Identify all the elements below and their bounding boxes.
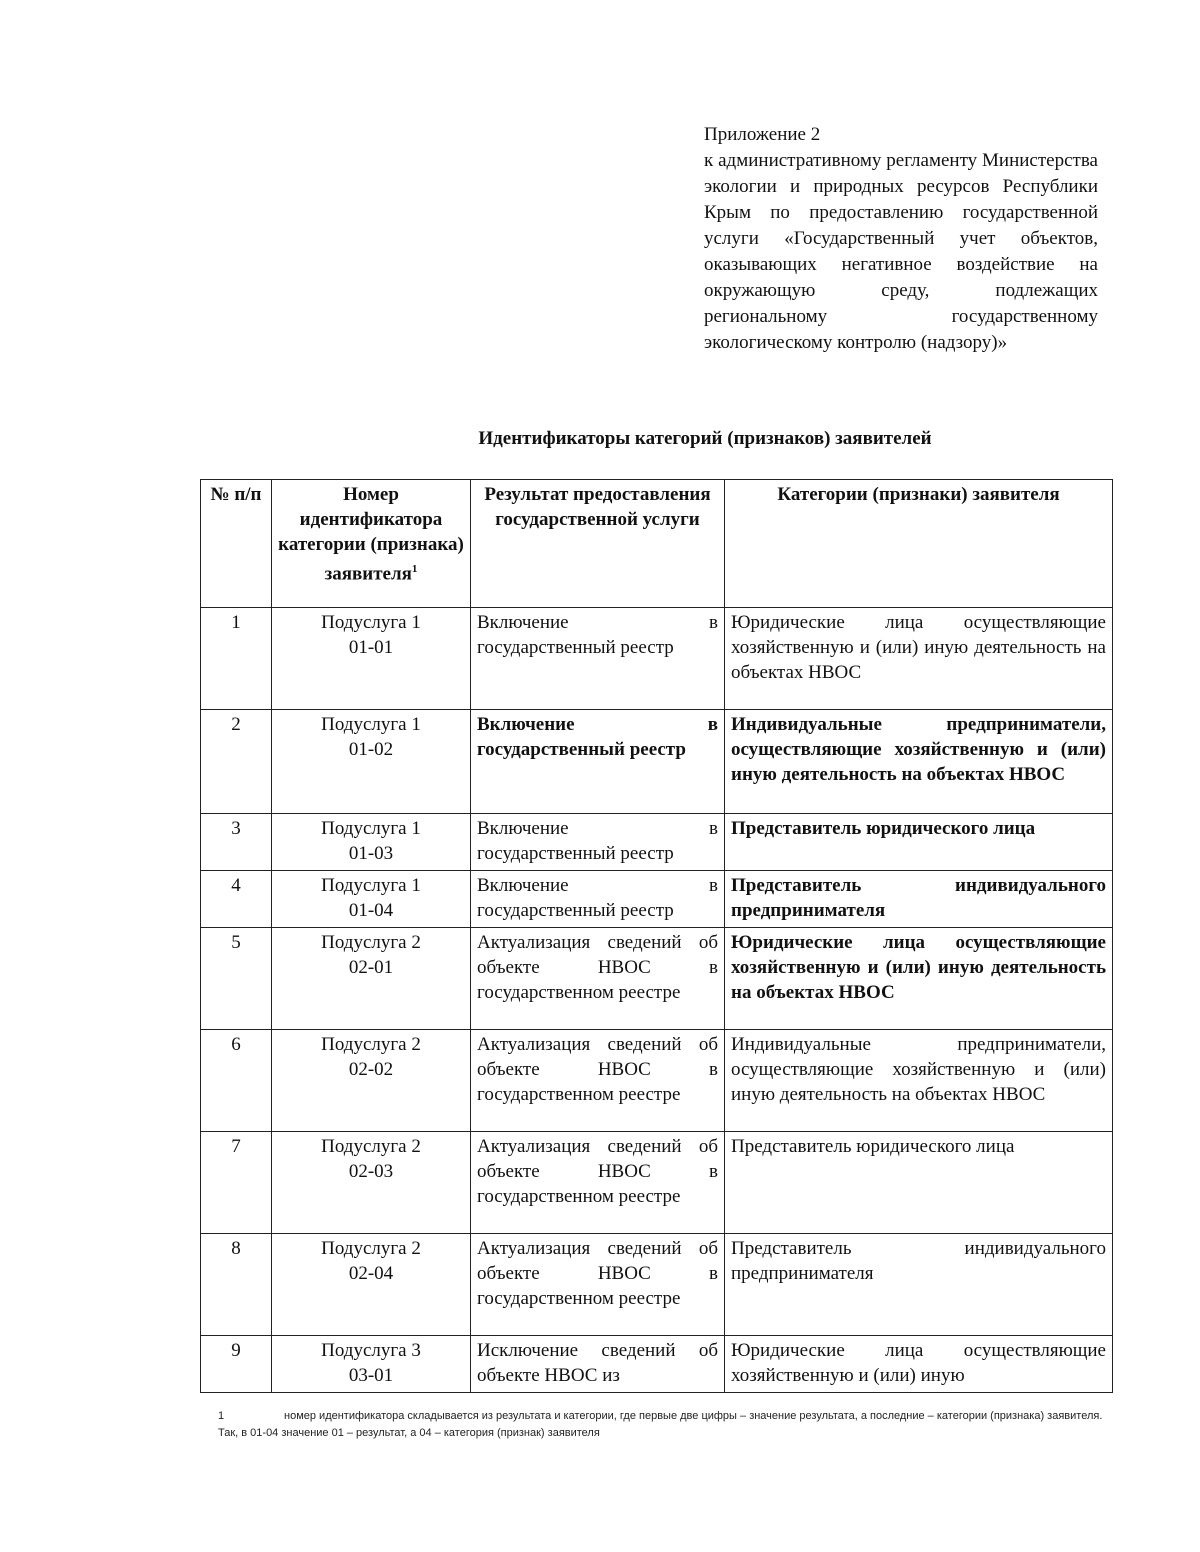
row-code: 02-03 (348, 1161, 394, 1182)
row-subservice: Подуслуга 1 (321, 714, 421, 735)
row-code: 01-01 (348, 637, 394, 658)
row-result: Актуализация сведений об объекте НВОС в государственном реестре (471, 1132, 725, 1234)
table-header-row (201, 480, 1113, 608)
row-result: Включение в государственный реестр (471, 814, 725, 871)
appendix-heading: Приложение 2 (704, 124, 821, 145)
row-code: 01-04 (348, 900, 394, 921)
row-ident (272, 1336, 471, 1393)
row-num: 5 (201, 928, 272, 1030)
row-ident (272, 1030, 471, 1132)
table-row (201, 608, 1113, 710)
row-result: Включение в государственный реестр (471, 871, 725, 928)
row-code: 01-03 (348, 843, 394, 864)
row-ident (272, 814, 471, 871)
table-row (201, 1030, 1113, 1132)
table-row (201, 710, 1113, 814)
row-category: Представитель индивидуального предпринимателя (725, 1234, 1113, 1336)
row-result: Исключение сведений об объекте НВОС из (471, 1336, 725, 1393)
table-row (201, 928, 1113, 1030)
row-subservice: Подуслуга 3 (321, 1340, 421, 1361)
table-row (201, 1132, 1113, 1234)
document-title: Идентификаторы категорий (признаков) заявителей (478, 428, 932, 449)
row-num: 8 (201, 1234, 272, 1336)
table-row (201, 1336, 1113, 1393)
row-num: 1 (201, 608, 272, 710)
row-ident (272, 871, 471, 928)
row-result: Актуализация сведений об объекте НВОС в государственном реестре (471, 1030, 725, 1132)
row-code: 02-02 (348, 1059, 394, 1080)
header-num: № п/п (201, 480, 272, 608)
row-result: Включение в государственный реестр (471, 608, 725, 710)
appendix-block (704, 122, 1098, 356)
header-ident-label: Номер идентификатора категории (признака) заявителя (278, 484, 464, 585)
row-category: Представитель индивидуального предпринимателя (725, 871, 1113, 928)
row-ident (272, 608, 471, 710)
header-result: Результат предоставления государственной услуги (471, 480, 725, 608)
row-result: Актуализация сведений об объекте НВОС в государственном реестре (471, 1234, 725, 1336)
footnote-separator (286, 1392, 550, 1393)
row-category: Юридические лица осуществляющие хозяйственную и (или) иную (725, 1336, 1113, 1393)
header-category: Категории (признаки) заявителя (725, 480, 1113, 608)
row-num: 4 (201, 871, 272, 928)
row-category: Юридические лица осуществляющие хозяйственную и (или) иную деятельность на объектах НВОС (725, 928, 1113, 1030)
row-ident (272, 710, 471, 814)
row-subservice: Подуслуга 2 (321, 1136, 421, 1157)
row-subservice: Подуслуга 1 (321, 612, 421, 633)
row-category: Индивидуальные предприниматели, осуществляющие хозяйственную и (или) иную деятельность на объектах НВОС (725, 710, 1113, 814)
appendix-text: к административному регламенту Министерства экологии и природных ресурсов Республики Крым по предоставлению государственной услуги «Государственный учет объектов, оказывающих негативное воздействие на окружающую среду, подлежащих региональному государственному экологическому контролю (надзору)» (704, 150, 1098, 353)
table-row (201, 1234, 1113, 1336)
identifiers-table (200, 479, 1113, 1393)
row-category: Представитель юридического лица (725, 1132, 1113, 1234)
row-subservice: Подуслуга 1 (321, 875, 421, 896)
footnote (218, 1408, 1104, 1442)
table-row (201, 814, 1113, 871)
row-result: Актуализация сведений об объекте НВОС в государственном реестре (471, 928, 725, 1030)
table-row (201, 871, 1113, 928)
footnote-mark: 1 (218, 1410, 225, 1422)
row-subservice: Подуслуга 2 (321, 1034, 421, 1055)
row-subservice: Подуслуга 2 (321, 932, 421, 953)
row-num: 6 (201, 1030, 272, 1132)
row-num: 3 (201, 814, 272, 871)
row-code: 03-01 (348, 1365, 394, 1386)
row-category: Юридические лица осуществляющие хозяйственную и (или) иную деятельность на объектах НВОС (725, 608, 1113, 710)
row-num: 7 (201, 1132, 272, 1234)
row-category: Представитель юридического лица (725, 814, 1113, 871)
row-result: Включение в государственный реестр (471, 710, 725, 814)
row-ident (272, 1234, 471, 1336)
row-num: 2 (201, 710, 272, 814)
row-code: 02-04 (348, 1263, 394, 1284)
row-num: 9 (201, 1336, 272, 1393)
footnote-ref-mark: 1 (411, 563, 418, 575)
row-category: Индивидуальные предприниматели, осуществляющие хозяйственную и (или) иную деятельность на объектах НВОС (725, 1030, 1113, 1132)
header-ident (272, 480, 471, 608)
row-code: 01-02 (348, 739, 394, 760)
row-subservice: Подуслуга 1 (321, 818, 421, 839)
row-ident (272, 1132, 471, 1234)
footnote-text: номер идентификатора складывается из результата и категории, где первые две цифры – значение результата, а последние – категории (признака) заявителя. Так, в 01-04 значение 01 – результат, а 04 – категория (признак) заявителя (218, 1410, 1103, 1439)
row-ident (272, 928, 471, 1030)
row-code: 02-01 (348, 957, 394, 978)
row-subservice: Подуслуга 2 (321, 1238, 421, 1259)
